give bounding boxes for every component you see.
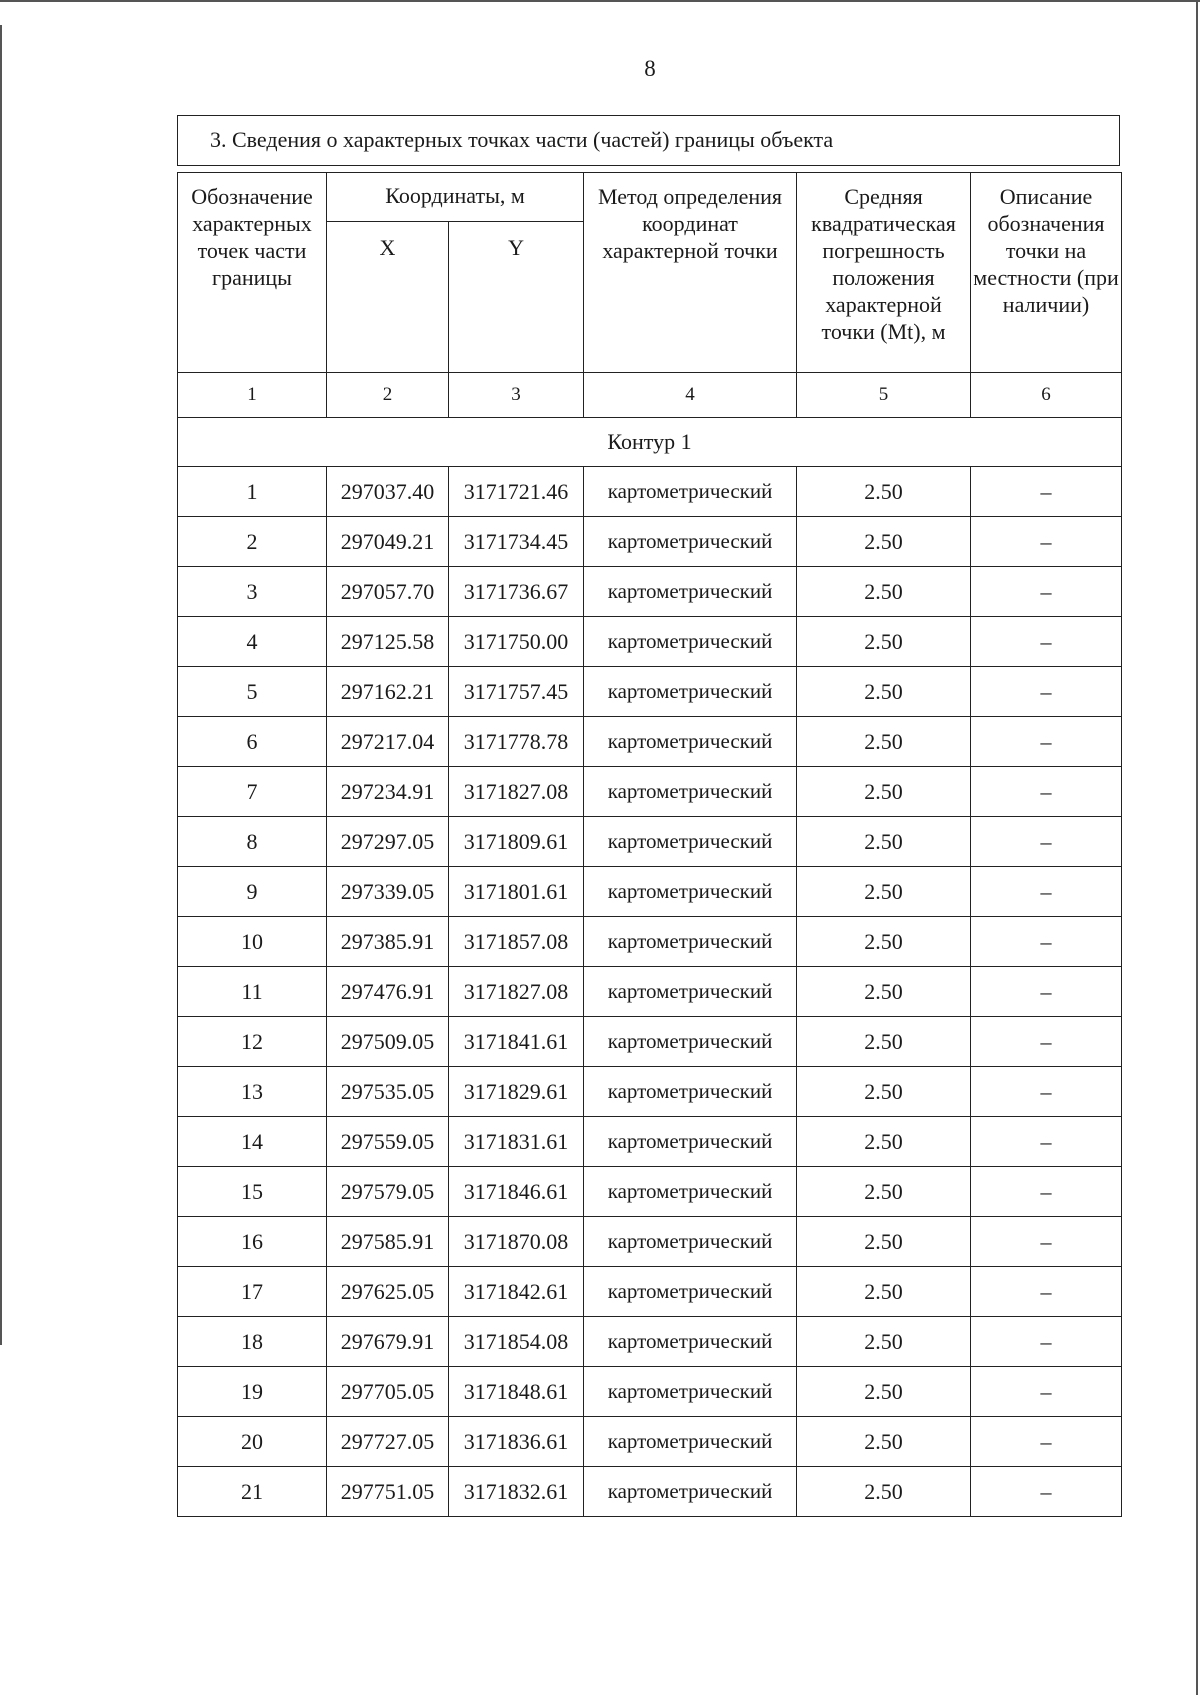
description-cell: – — [971, 1267, 1122, 1317]
error-cell: 2.50 — [797, 767, 971, 817]
error-cell: 2.50 — [797, 1417, 971, 1467]
y-coordinate-cell: 3171827.08 — [449, 967, 584, 1017]
y-coordinate-cell: 3171870.08 — [449, 1217, 584, 1267]
point-cell: 19 — [178, 1367, 327, 1417]
description-cell: – — [971, 517, 1122, 567]
y-coordinate-cell: 3171801.61 — [449, 867, 584, 917]
points-table — [177, 172, 1122, 1517]
x-coordinate-cell: 297217.04 — [327, 717, 449, 767]
point-cell: 20 — [178, 1417, 327, 1467]
y-coordinate-cell: 3171842.61 — [449, 1267, 584, 1317]
method-cell: картометрический — [584, 1417, 797, 1467]
method-cell: картометрический — [584, 1267, 797, 1317]
column-number: 5 — [797, 373, 971, 418]
method-cell: картометрический — [584, 717, 797, 767]
method-cell: картометрический — [584, 1217, 797, 1267]
section-title: 3. Сведения о характерных точках части (частей) границы объекта — [177, 115, 1120, 166]
x-coordinate-cell: 297559.05 — [327, 1117, 449, 1167]
x-coordinate-cell: 297705.05 — [327, 1367, 449, 1417]
y-coordinate-cell: 3171757.45 — [449, 667, 584, 717]
x-coordinate-cell: 297049.21 — [327, 517, 449, 567]
error-cell: 2.50 — [797, 467, 971, 517]
x-coordinate-cell: 297535.05 — [327, 1067, 449, 1117]
y-coordinate-cell: 3171750.00 — [449, 617, 584, 667]
description-cell: – — [971, 667, 1122, 717]
point-cell: 15 — [178, 1167, 327, 1217]
x-coordinate-cell: 297625.05 — [327, 1267, 449, 1317]
header-y: Y — [449, 222, 584, 373]
table-row — [178, 1117, 1122, 1167]
header-method: Метод определения координат характерной точки — [584, 173, 797, 373]
table-row — [178, 1067, 1122, 1117]
method-cell: картометрический — [584, 1317, 797, 1367]
error-cell: 2.50 — [797, 517, 971, 567]
description-cell: – — [971, 1217, 1122, 1267]
description-cell: – — [971, 467, 1122, 517]
header-error: Средняя квадратическая погрешность положения характерной точки (Mt), м — [797, 173, 971, 373]
header-x: X — [327, 222, 449, 373]
method-cell: картометрический — [584, 467, 797, 517]
point-cell: 2 — [178, 517, 327, 567]
x-coordinate-cell: 297679.91 — [327, 1317, 449, 1367]
contour-label: Контур 1 — [178, 418, 1122, 467]
point-cell: 9 — [178, 867, 327, 917]
point-cell: 11 — [178, 967, 327, 1017]
table-row — [178, 1417, 1122, 1467]
x-coordinate-cell: 297585.91 — [327, 1217, 449, 1267]
error-cell: 2.50 — [797, 1217, 971, 1267]
x-coordinate-cell: 297234.91 — [327, 767, 449, 817]
point-cell: 13 — [178, 1067, 327, 1117]
x-coordinate-cell: 297125.58 — [327, 617, 449, 667]
point-cell: 1 — [178, 467, 327, 517]
table-row — [178, 1267, 1122, 1317]
x-coordinate-cell: 297579.05 — [327, 1167, 449, 1217]
point-cell: 21 — [178, 1467, 327, 1517]
scan-edge-left — [0, 25, 2, 1345]
point-cell: 18 — [178, 1317, 327, 1367]
y-coordinate-cell: 3171848.61 — [449, 1367, 584, 1417]
table-row — [178, 1167, 1122, 1217]
description-cell: – — [971, 1017, 1122, 1067]
method-cell: картометрический — [584, 1167, 797, 1217]
table-row — [178, 667, 1122, 717]
scan-edge-right — [1196, 0, 1198, 1695]
column-number-row — [178, 373, 1122, 418]
header-coordinates: Координаты, м — [327, 173, 584, 222]
method-cell: картометрический — [584, 917, 797, 967]
method-cell: картометрический — [584, 967, 797, 1017]
description-cell: – — [971, 767, 1122, 817]
column-number: 2 — [327, 373, 449, 418]
contour-row — [178, 418, 1122, 467]
y-coordinate-cell: 3171778.78 — [449, 717, 584, 767]
x-coordinate-cell: 297476.91 — [327, 967, 449, 1017]
point-cell: 14 — [178, 1117, 327, 1167]
description-cell: – — [971, 1417, 1122, 1467]
error-cell: 2.50 — [797, 617, 971, 667]
error-cell: 2.50 — [797, 567, 971, 617]
table-row — [178, 1467, 1122, 1517]
point-cell: 6 — [178, 717, 327, 767]
description-cell: – — [971, 917, 1122, 967]
description-cell: – — [971, 617, 1122, 667]
column-number: 6 — [971, 373, 1122, 418]
method-cell: картометрический — [584, 867, 797, 917]
method-cell: картометрический — [584, 817, 797, 867]
table-row — [178, 717, 1122, 767]
point-cell: 5 — [178, 667, 327, 717]
method-cell: картометрический — [584, 1117, 797, 1167]
description-cell: – — [971, 567, 1122, 617]
description-cell: – — [971, 1067, 1122, 1117]
x-coordinate-cell: 297297.05 — [327, 817, 449, 867]
method-cell: картометрический — [584, 617, 797, 667]
error-cell: 2.50 — [797, 717, 971, 767]
x-coordinate-cell: 297037.40 — [327, 467, 449, 517]
y-coordinate-cell: 3171831.61 — [449, 1117, 584, 1167]
table-row — [178, 967, 1122, 1017]
point-cell: 17 — [178, 1267, 327, 1317]
description-cell: – — [971, 867, 1122, 917]
x-coordinate-cell: 297727.05 — [327, 1417, 449, 1467]
method-cell: картометрический — [584, 1467, 797, 1517]
table-row — [178, 1017, 1122, 1067]
table-row — [178, 1217, 1122, 1267]
header-point-designation: Обозначение характерных точек части границы — [178, 173, 327, 373]
method-cell: картометрический — [584, 517, 797, 567]
point-cell: 7 — [178, 767, 327, 817]
y-coordinate-cell: 3171846.61 — [449, 1167, 584, 1217]
table-row — [178, 917, 1122, 967]
table-row — [178, 1367, 1122, 1417]
point-cell: 4 — [178, 617, 327, 667]
table-row — [178, 567, 1122, 617]
y-coordinate-cell: 3171734.45 — [449, 517, 584, 567]
table-row — [178, 617, 1122, 667]
error-cell: 2.50 — [797, 1467, 971, 1517]
y-coordinate-cell: 3171832.61 — [449, 1467, 584, 1517]
error-cell: 2.50 — [797, 1017, 971, 1067]
table-row — [178, 1317, 1122, 1367]
column-number: 3 — [449, 373, 584, 418]
table-row — [178, 817, 1122, 867]
point-cell: 8 — [178, 817, 327, 867]
header-description: Описание обозначения точки на местности (при наличии) — [971, 173, 1122, 373]
y-coordinate-cell: 3171809.61 — [449, 817, 584, 867]
error-cell: 2.50 — [797, 1117, 971, 1167]
error-cell: 2.50 — [797, 667, 971, 717]
point-cell: 10 — [178, 917, 327, 967]
error-cell: 2.50 — [797, 1067, 971, 1117]
description-cell: – — [971, 1317, 1122, 1367]
column-number: 1 — [178, 373, 327, 418]
y-coordinate-cell: 3171721.46 — [449, 467, 584, 517]
description-cell: – — [971, 1367, 1122, 1417]
table-row — [178, 867, 1122, 917]
error-cell: 2.50 — [797, 967, 971, 1017]
description-cell: – — [971, 1467, 1122, 1517]
error-cell: 2.50 — [797, 917, 971, 967]
page-number: 8 — [644, 56, 656, 81]
point-cell: 16 — [178, 1217, 327, 1267]
method-cell: картометрический — [584, 567, 797, 617]
method-cell: картометрический — [584, 1017, 797, 1067]
table-row — [178, 517, 1122, 567]
x-coordinate-cell: 297385.91 — [327, 917, 449, 967]
table-row — [178, 467, 1122, 517]
description-cell: – — [971, 817, 1122, 867]
error-cell: 2.50 — [797, 1167, 971, 1217]
description-cell: – — [971, 1117, 1122, 1167]
y-coordinate-cell: 3171827.08 — [449, 767, 584, 817]
error-cell: 2.50 — [797, 1367, 971, 1417]
x-coordinate-cell: 297509.05 — [327, 1017, 449, 1067]
x-coordinate-cell: 297057.70 — [327, 567, 449, 617]
error-cell: 2.50 — [797, 1317, 971, 1367]
x-coordinate-cell: 297339.05 — [327, 867, 449, 917]
point-cell: 3 — [178, 567, 327, 617]
description-cell: – — [971, 717, 1122, 767]
method-cell: картометрический — [584, 1367, 797, 1417]
method-cell: картометрический — [584, 767, 797, 817]
error-cell: 2.50 — [797, 817, 971, 867]
column-number: 4 — [584, 373, 797, 418]
x-coordinate-cell: 297162.21 — [327, 667, 449, 717]
y-coordinate-cell: 3171836.61 — [449, 1417, 584, 1467]
method-cell: картометрический — [584, 1067, 797, 1117]
y-coordinate-cell: 3171736.67 — [449, 567, 584, 617]
y-coordinate-cell: 3171857.08 — [449, 917, 584, 967]
error-cell: 2.50 — [797, 867, 971, 917]
x-coordinate-cell: 297751.05 — [327, 1467, 449, 1517]
y-coordinate-cell: 3171854.08 — [449, 1317, 584, 1367]
description-cell: – — [971, 1167, 1122, 1217]
scan-edge-top — [0, 0, 1200, 2]
point-cell: 12 — [178, 1017, 327, 1067]
description-cell: – — [971, 967, 1122, 1017]
method-cell: картометрический — [584, 667, 797, 717]
table-row — [178, 767, 1122, 817]
y-coordinate-cell: 3171841.61 — [449, 1017, 584, 1067]
error-cell: 2.50 — [797, 1267, 971, 1317]
y-coordinate-cell: 3171829.61 — [449, 1067, 584, 1117]
